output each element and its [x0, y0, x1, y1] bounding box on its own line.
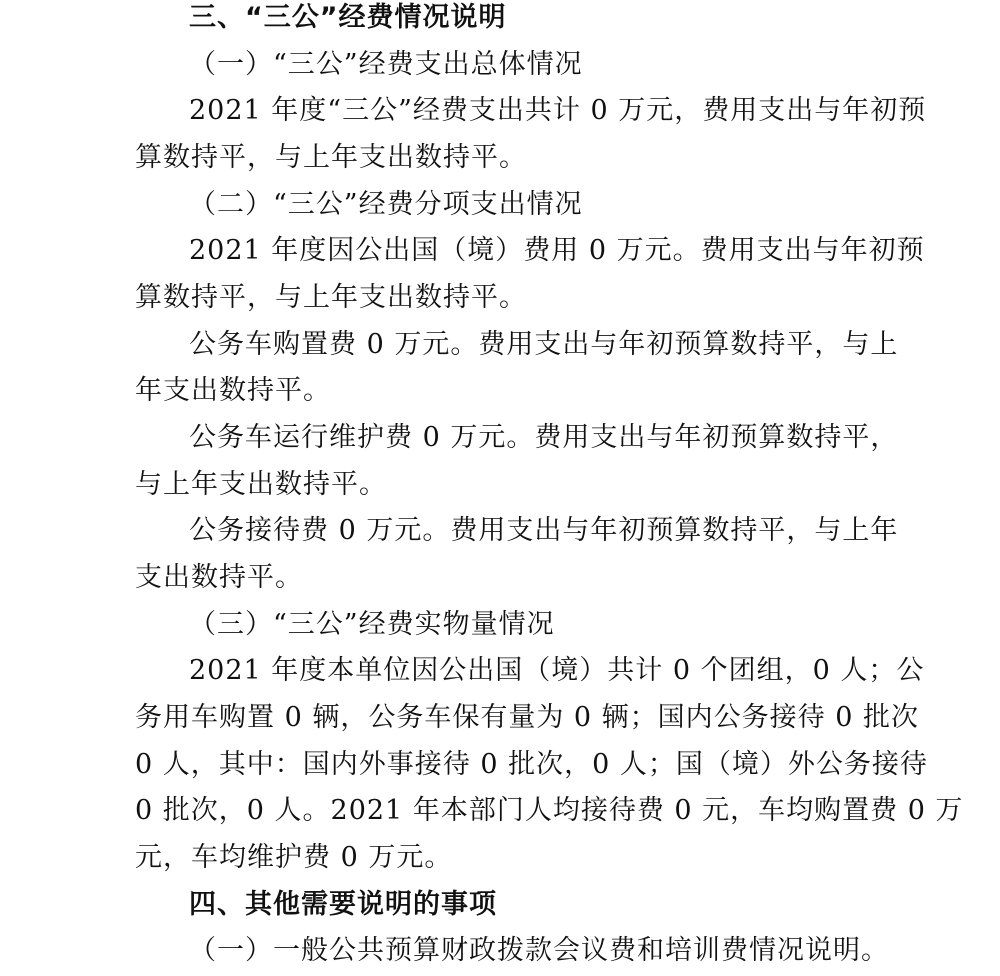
paragraph-line: 公务车购置费 0 万元。费用支出与年初预算数持平，与上	[189, 329, 899, 360]
section-heading-three-public-expenses: 三、“三公”经费情况说明	[189, 2, 507, 33]
subheading-meeting-training-fees: （一）一般公共预算财政拨款会议费和培训费情况说明。	[189, 935, 889, 966]
subheading-itemized-expenditure: （二）“三公”经费分项支出情况	[189, 189, 583, 220]
paragraph-line: 算数持平，与上年支出数持平。	[135, 142, 527, 173]
paragraph-line: 2021 年度本单位因公出国（境）共计 0 个团组，0 人；公	[189, 655, 925, 686]
paragraph-line: 务用车购置 0 辆，公务车保有量为 0 辆；国内公务接待 0 批次	[135, 702, 920, 733]
paragraph-line: 与上年支出数持平。	[135, 469, 387, 500]
paragraph-line: 2021 年度“三公”经费支出共计 0 万元，费用支出与年初预	[189, 95, 927, 126]
paragraph-line: 0 人，其中：国内外事接待 0 批次，0 人；国（境）外公务接待	[135, 749, 928, 780]
paragraph-line: 元，车均维护费 0 万元。	[135, 842, 453, 873]
section-heading-other-matters: 四、其他需要说明的事项	[189, 889, 497, 920]
paragraph-line: 支出数持平。	[135, 562, 303, 593]
subheading-total-expenditure: （一）“三公”经费支出总体情况	[189, 49, 583, 80]
paragraph-line: 2021 年度因公出国（境）费用 0 万元。费用支出与年初预	[189, 235, 925, 266]
paragraph-line: 0 批次，0 人。2021 年本部门人均接待费 0 元，车均购置费 0 万	[135, 795, 964, 826]
paragraph-line: 公务车运行维护费 0 万元。费用支出与年初预算数持平，	[189, 422, 899, 453]
paragraph-line: 公务接待费 0 万元。费用支出与年初预算数持平，与上年	[189, 515, 899, 546]
paragraph-line: 算数持平，与上年支出数持平。	[135, 282, 527, 313]
paragraph-line: 年支出数持平。	[135, 375, 331, 406]
subheading-physical-quantity: （三）“三公”经费实物量情况	[189, 609, 555, 640]
